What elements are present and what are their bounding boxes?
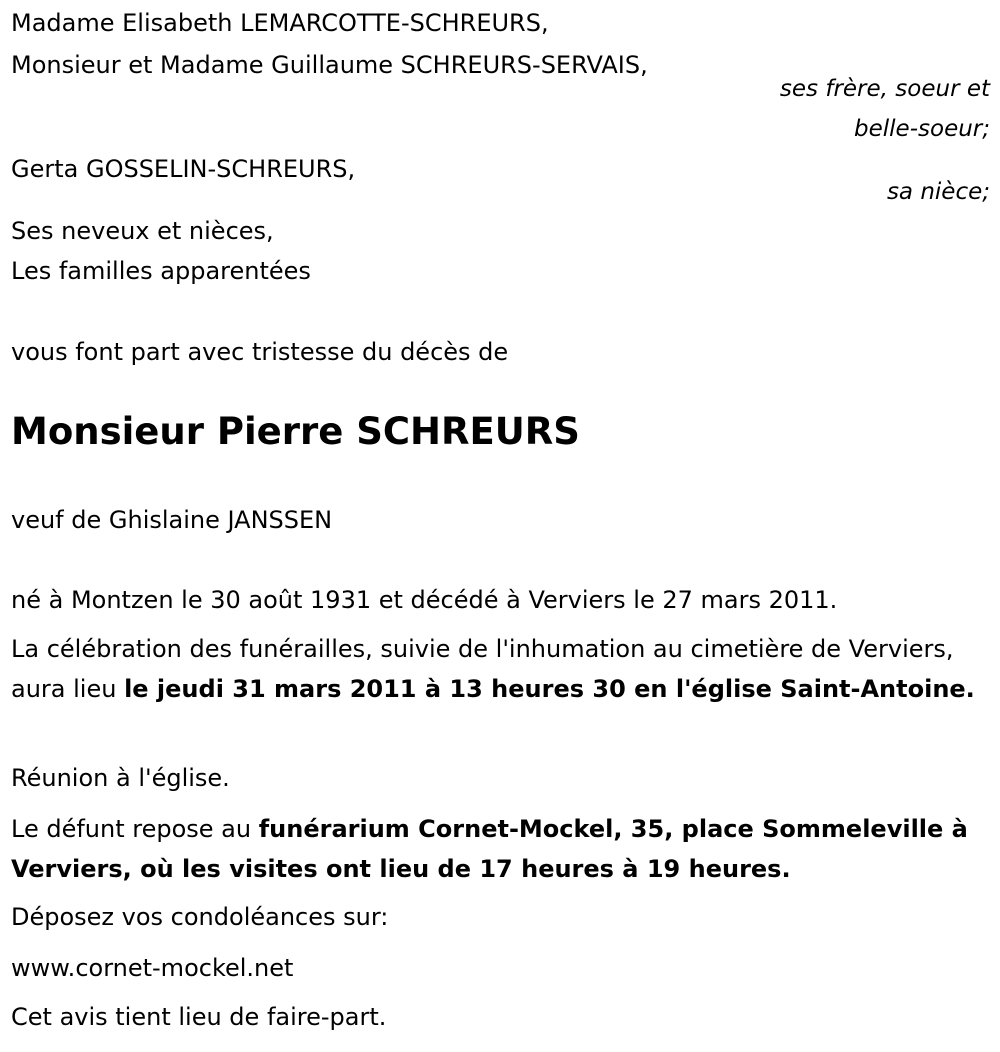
family-member-3: Gerta GOSSELIN-SCHREURS,: [11, 155, 356, 183]
funeral-intro: La célébration des funérailles, suivie de l'inhumation au cimetière de Verviers, aura lieu: [11, 635, 954, 703]
funeral-details: le jeudi 31 mars 2011 à 13 heures 30 en l'église Saint-Antoine.: [124, 675, 975, 703]
birth-death-text: né à Montzen le 30 août 1931 et décédé à Verviers le 27 mars 2011.: [11, 586, 838, 614]
closing-text: Cet avis tient lieu de faire-part.: [11, 1003, 387, 1031]
family-member-2: Monsieur et Madame Guillaume SCHREURS-SERVAIS,: [11, 51, 648, 79]
condolences-label: Déposez vos condoléances sur:: [11, 903, 389, 931]
announcement-text: vous font part avec tristesse du décès de: [11, 338, 509, 366]
family-member-4: Ses neveux et nièces,: [11, 217, 274, 245]
widower-text: veuf de Ghislaine JANSSEN: [11, 506, 333, 534]
repose-paragraph: [11, 809, 996, 889]
meeting-text: Réunion à l'église.: [11, 764, 230, 792]
relation-niece: sa nièce;: [886, 179, 990, 205]
condolences-url[interactable]: www.cornet-mockel.net: [11, 954, 294, 982]
repose-details: funérarium Cornet-Mockel, 35, place Sommeleville à Verviers, où les visites ont lieu de 17 heures à 19 heures.: [11, 815, 968, 883]
funeral-paragraph: [11, 629, 996, 709]
family-member-1: Madame Elisabeth LEMARCOTTE-SCHREURS,: [11, 9, 549, 37]
repose-intro: Le défunt repose au: [11, 815, 259, 843]
relation-siblings-line2: belle-soeur;: [854, 116, 990, 142]
family-member-5: Les familles apparentées: [11, 257, 311, 285]
relation-siblings-line1: ses frère, soeur et: [779, 76, 990, 102]
deceased-name: Monsieur Pierre SCHREURS: [11, 410, 580, 453]
